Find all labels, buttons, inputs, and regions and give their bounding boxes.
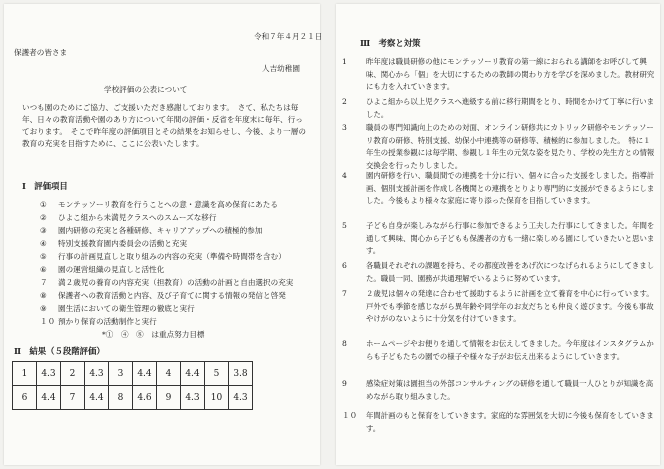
eval-item-text: 満２歳児の養育の内容充実（担教育）の活動の計画と自由選択の充実 [58, 278, 294, 287]
table-row [13, 386, 253, 410]
analysis-num: 4 [342, 171, 347, 180]
eval-item-num: ① [40, 200, 47, 209]
eval-item-text: 保護者への教育活動と内容、及び子育てに関する情報の発信と啓発 [58, 291, 286, 300]
item-number-cell: 10 [205, 386, 229, 410]
eval-item-num: １０ [40, 317, 56, 326]
eval-item-text: 預かり保育の活動制作と実行 [58, 317, 157, 326]
analysis-num: 6 [342, 261, 347, 270]
item-number-cell: 4 [157, 362, 181, 386]
score-cell: 4.3 [37, 362, 61, 386]
score-cell: 4.6 [133, 386, 157, 410]
score-cell: 4.4 [133, 362, 157, 386]
score-cell: 4.4 [37, 386, 61, 410]
eval-item-num: ③ [40, 226, 47, 235]
section-results: Ⅱ 結果（５段階評価） [14, 346, 105, 356]
analysis-text: 職員の専門知識向上のための対面、オンライン研修共にカトリック研修やモンテッソーリ教育の研修、特別支援、幼保小中連携等の研修等、積極的に参加しました。 特に１年生の授業参観には毎学期、参観し１年生の元気な姿を見たり、学校の先生方との情報交換会を行ったりしました。 [366, 123, 655, 170]
eval-item-num: ② [40, 213, 47, 222]
analysis-num: 9 [342, 379, 347, 388]
analysis-num: 7 [342, 289, 347, 298]
eval-item-num: ７ [40, 278, 48, 287]
eval-item-text: 園生活においての衛生管理の徹底と実行 [58, 304, 195, 313]
item-number-cell: 3 [109, 362, 133, 386]
analysis-text: 年間計画のもと保育をしていきます。家庭的な雰囲気を大切に今後も保育をしていきます。 [366, 411, 654, 433]
eval-item-text: 園の運営組織の見直しと活性化 [58, 265, 165, 274]
analysis-num: 1 [342, 57, 347, 66]
score-cell: 3.8 [229, 362, 253, 386]
analysis-text: ホームページやお便りを通して情報をお伝えしてきました。今年度はインスタグラムからも子どもたちの園での様子や様々な子がお伝え出来るようにしていきます。 [366, 339, 654, 361]
score-cell: 4.3 [229, 386, 253, 410]
eval-item-text: ひよこ組から未満児クラスへのスムーズな移行 [58, 213, 217, 222]
analysis-num: 8 [342, 339, 347, 348]
eval-item-text: モンテッソーリ教育を行うことへの意・意識を高め保育にあたる [58, 200, 278, 209]
eval-item-num: ④ [40, 239, 47, 248]
score-cell: 4.3 [181, 386, 205, 410]
item-number-cell: 1 [13, 362, 37, 386]
analysis-text: 感染症対策は園担当の外部コンサルティングの研修を通して職員一人ひとりが知識を高めながら取り組みました。 [366, 379, 654, 401]
addressee: 保護者の皆さま [14, 48, 68, 57]
item-number-cell: 2 [61, 362, 85, 386]
score-cell: 4.4 [85, 386, 109, 410]
item-number-cell: 9 [157, 386, 181, 410]
item-number-cell: 8 [109, 386, 133, 410]
document-title: 学校評価の公表について [104, 85, 188, 94]
results-table [12, 361, 253, 410]
analysis-text: 各職員それぞれの課題を持ち、その都度改善をあげ次につなげられるようにしてきました。職員一同、園務が共通理解でいるように努めています。 [366, 261, 655, 283]
analysis-text: ２歳児は個々の発達に合わせて援助するように計画を立て養育を中心に行っています。戸外でも季節を感じながら異年齢や同学年のお友だちとも仲良く遊びます。今後も事故やけがのないように十分気を付けていきます。 [366, 289, 654, 323]
item-number-cell: 6 [13, 386, 37, 410]
analysis-text: 子ども自身が楽しみながら行事に参加できるよう工夫した行事にしてきました。年間を通して興味、関心から子どもも保護者の方も一緒に楽しめる園にしていきたいと思います。 [366, 221, 655, 255]
eval-item-num: ⑨ [40, 304, 47, 313]
analysis-num: 3 [342, 123, 347, 132]
section-analysis: Ⅲ 考察と対策 [360, 38, 421, 48]
eval-item-text: 特別支援教育園内委員会の活動と充実 [58, 239, 188, 248]
left-page [4, 4, 323, 465]
eval-item-num: ⑤ [40, 252, 47, 261]
score-cell: 4.4 [181, 362, 205, 386]
eval-item-num: ⑧ [40, 291, 47, 300]
analysis-text: 昨年度は職員研修の他にモンテッソーリ教育の第一線におられる講師をお呼びして興味、関心から「個」を大切にするための教師の関わり方を学びを深めました。教材研究にも力を入れていきます。 [366, 57, 655, 91]
analysis-text: 園内研修を行い、職員間での連携を十分に行い、個々に合った支援をしました。指導計画、個別支援計画を作成し各機関との連携をとりより専門的に支援ができるようにしました。今後もより様々な家庭に寄り添った保育を目指していきます。 [366, 171, 655, 205]
focus-note: *① ④ ⑧ は重点努力目標 [102, 330, 205, 339]
sender: 人吉幼稚園 [262, 64, 300, 73]
analysis-text: ひよこ組から以上児クラスへ進級する前に移行期間をとり、時間をかけて丁寧に行いました。 [366, 97, 655, 119]
analysis-num: 5 [342, 221, 347, 230]
score-cell: 4.3 [85, 362, 109, 386]
date: 令和７年４月２１日 [254, 32, 323, 41]
right-page [336, 4, 660, 465]
item-number-cell: 7 [61, 386, 85, 410]
eval-item-text: 行事の計画見直しと取り組みの内容の充実（準備や時間帯を含む） [58, 252, 286, 261]
analysis-num: １０ [342, 411, 358, 420]
eval-item-text: 園内研修の充実と各種研修、キャリアアップへの積極的参加 [58, 226, 263, 235]
eval-item-num: ⑥ [40, 265, 47, 274]
item-number-cell: 5 [205, 362, 229, 386]
intro-paragraph: いつも園のためにご協力、ご支援いただき感謝しております。 さて、私たちは毎年、日々の教育活動や園のあり方について年間の評価・反省を年度末に毎年、行っております。 そこで昨年度の評価項目とその結果をお知らせし、今後、より一層の教育の充実を目指すために、ここに公表いたします。 [22, 103, 306, 148]
analysis-num: 2 [342, 97, 347, 106]
table-row [13, 362, 253, 386]
section-evaluation-items: Ⅰ 評価項目 [22, 181, 68, 191]
